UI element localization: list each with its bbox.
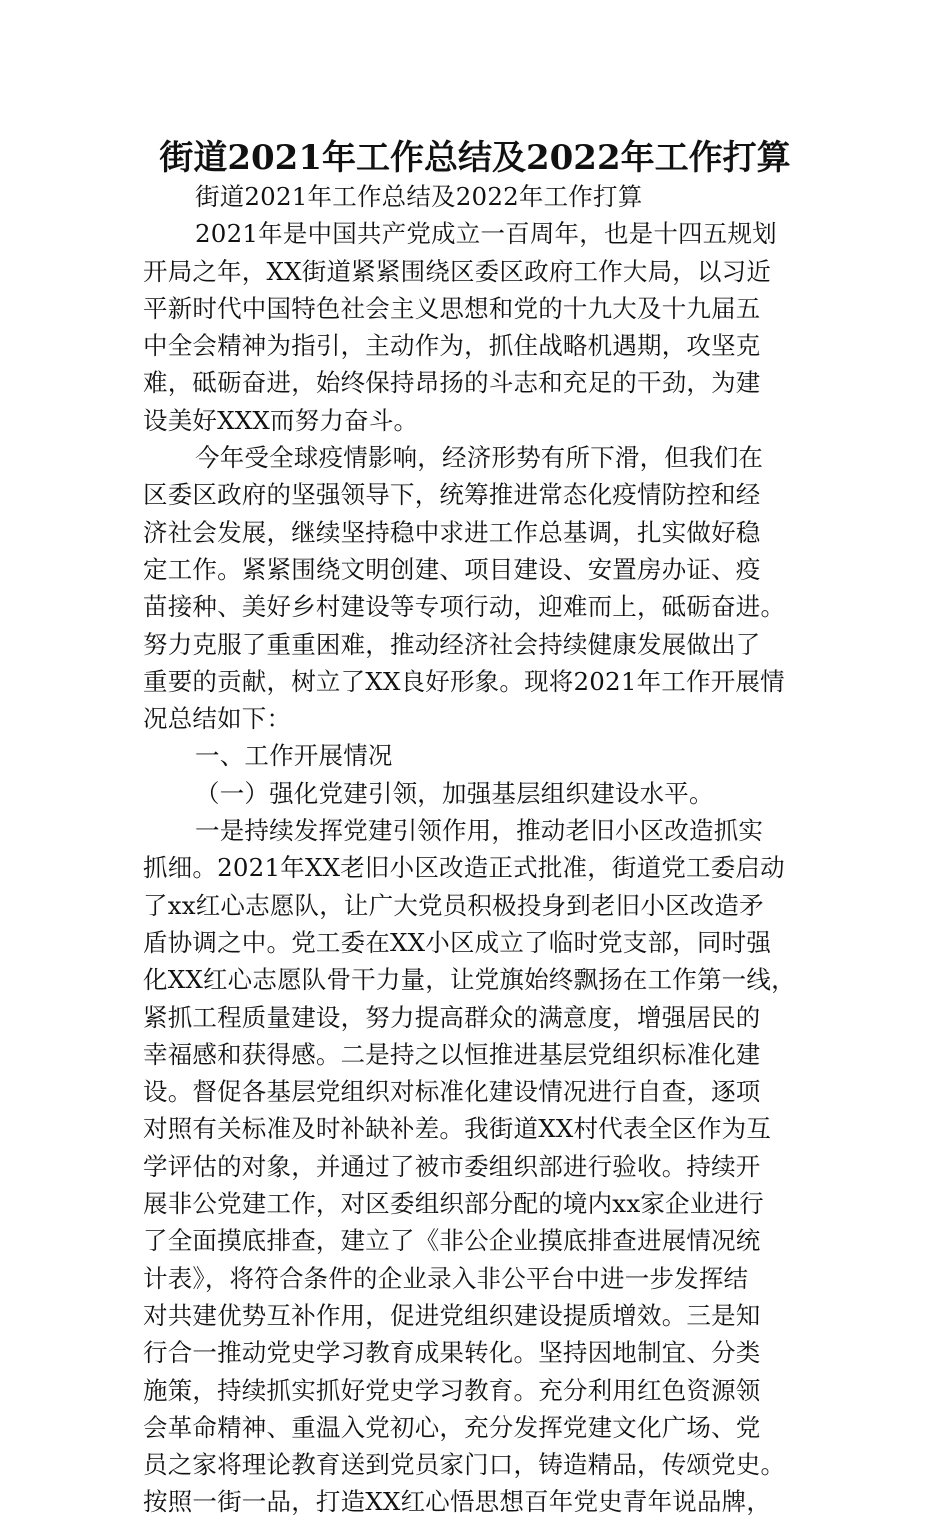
paragraph-line: 一是持续发挥党建引领作用，推动老旧小区改造抓实: [195, 816, 764, 846]
paragraph-line: 紧抓工程质量建设，努力提高群众的满意度，增强居民的: [143, 1002, 761, 1032]
paragraph-line: 化XX红心志愿队骨干力量，让党旗始终飘扬在工作第一线，: [143, 965, 796, 995]
section-heading: 一、工作开展情况: [195, 741, 393, 771]
paragraph-line: 学评估的对象，并通过了被市委组织部进行验收。持续开: [143, 1151, 761, 1181]
paragraph-line: 展非公党建工作，对区委组织部分配的境内xx家企业进行: [143, 1189, 764, 1219]
subtitle-line: 街道2021年工作总结及2022年工作打算: [195, 182, 643, 211]
paragraph-line: 区委区政府的坚强领导下，统筹推进常态化疫情防控和经: [143, 480, 761, 510]
paragraph-line: 了xx红心志愿队，让广大党员积极投身到老旧小区改造矛: [143, 890, 764, 920]
paragraph-line: 2021年是中国共产党成立一百周年，也是十四五规划: [195, 219, 777, 249]
paragraph-line: 行合一推动党史学习教育成果转化。坚持因地制宜、分类: [143, 1338, 761, 1368]
paragraph-line: 况总结如下：: [143, 704, 292, 734]
paragraph-line: 设美好XXX而努力奋斗。: [143, 405, 419, 435]
paragraph-line: 施策，持续抓实抓好党史学习教育。充分利用红色资源领: [143, 1375, 761, 1405]
paragraph-line: 今年受全球疫情影响，经济形势有所下滑，但我们在: [195, 443, 764, 473]
paragraph-line: 努力克服了重重困难，推动经济社会持续健康发展做出了: [143, 629, 761, 659]
paragraph-line: 重要的贡献，树立了XX良好形象。现将2021年工作开展情: [143, 666, 785, 696]
paragraph-line: 济社会发展，继续坚持稳中求进工作总基调，扎实做好稳: [143, 517, 761, 547]
paragraph-line: 难，砥砺奋进，始终保持昂扬的斗志和充足的干劲，为建: [143, 368, 761, 398]
paragraph-line: 会革命精神、重温入党初心，充分发挥党建文化广场、党: [143, 1412, 761, 1442]
subsection-heading: （一）强化党建引领，加强基层组织建设水平。: [195, 778, 714, 808]
document-body: [143, 178, 823, 1521]
paragraph-line: 对照有关标准及时补缺补差。我街道XX村代表全区作为互: [143, 1114, 772, 1144]
paragraph-line: 对共建优势互补作用，促进党组织建设提质增效。三是知: [143, 1300, 761, 1330]
paragraph-line: 抓细。2021年XX老旧小区改造正式批准，街道党工委启动: [143, 853, 785, 883]
paragraph-line: 定工作。紧紧围绕文明创建、项目建设、安置房办证、疫: [143, 554, 761, 584]
paragraph-line: 中全会精神为指引，主动作为，抓住战略机遇期，攻坚克: [143, 331, 761, 361]
paragraph-line: 开局之年，XX街道紧紧围绕区委区政府工作大局，以习近: [143, 256, 772, 286]
paragraph-line: 盾协调之中。党工委在XX小区成立了临时党支部，同时强: [143, 927, 772, 957]
paragraph-line: 苗接种、美好乡村建设等专项行动，迎难而上，砥砺奋进。: [143, 592, 786, 622]
paragraph-line: 设。督促各基层党组织对标准化建设情况进行自查，逐项: [143, 1077, 761, 1107]
paragraph-line: 幸福感和获得感。二是持之以恒推进基层党组织标准化建: [143, 1039, 761, 1069]
paragraph-line: 计表》，将符合条件的企业录入非公平台中进一步发挥结: [143, 1263, 749, 1293]
document-title: 街道2021年工作总结及2022年工作打算: [159, 138, 791, 178]
paragraph-line: 了全面摸底排查，建立了《非公企业摸底排查进展情况统: [143, 1226, 761, 1256]
paragraph-line: 按照一街一品，打造XX红心悟思想百年党史青年说品牌，: [143, 1487, 772, 1517]
paragraph-line: 平新时代中国特色社会主义思想和党的十九大及十九届五: [143, 293, 761, 323]
paragraph-line: 员之家将理论教育送到党员家门口，铸造精品，传颂党史。: [143, 1450, 786, 1480]
